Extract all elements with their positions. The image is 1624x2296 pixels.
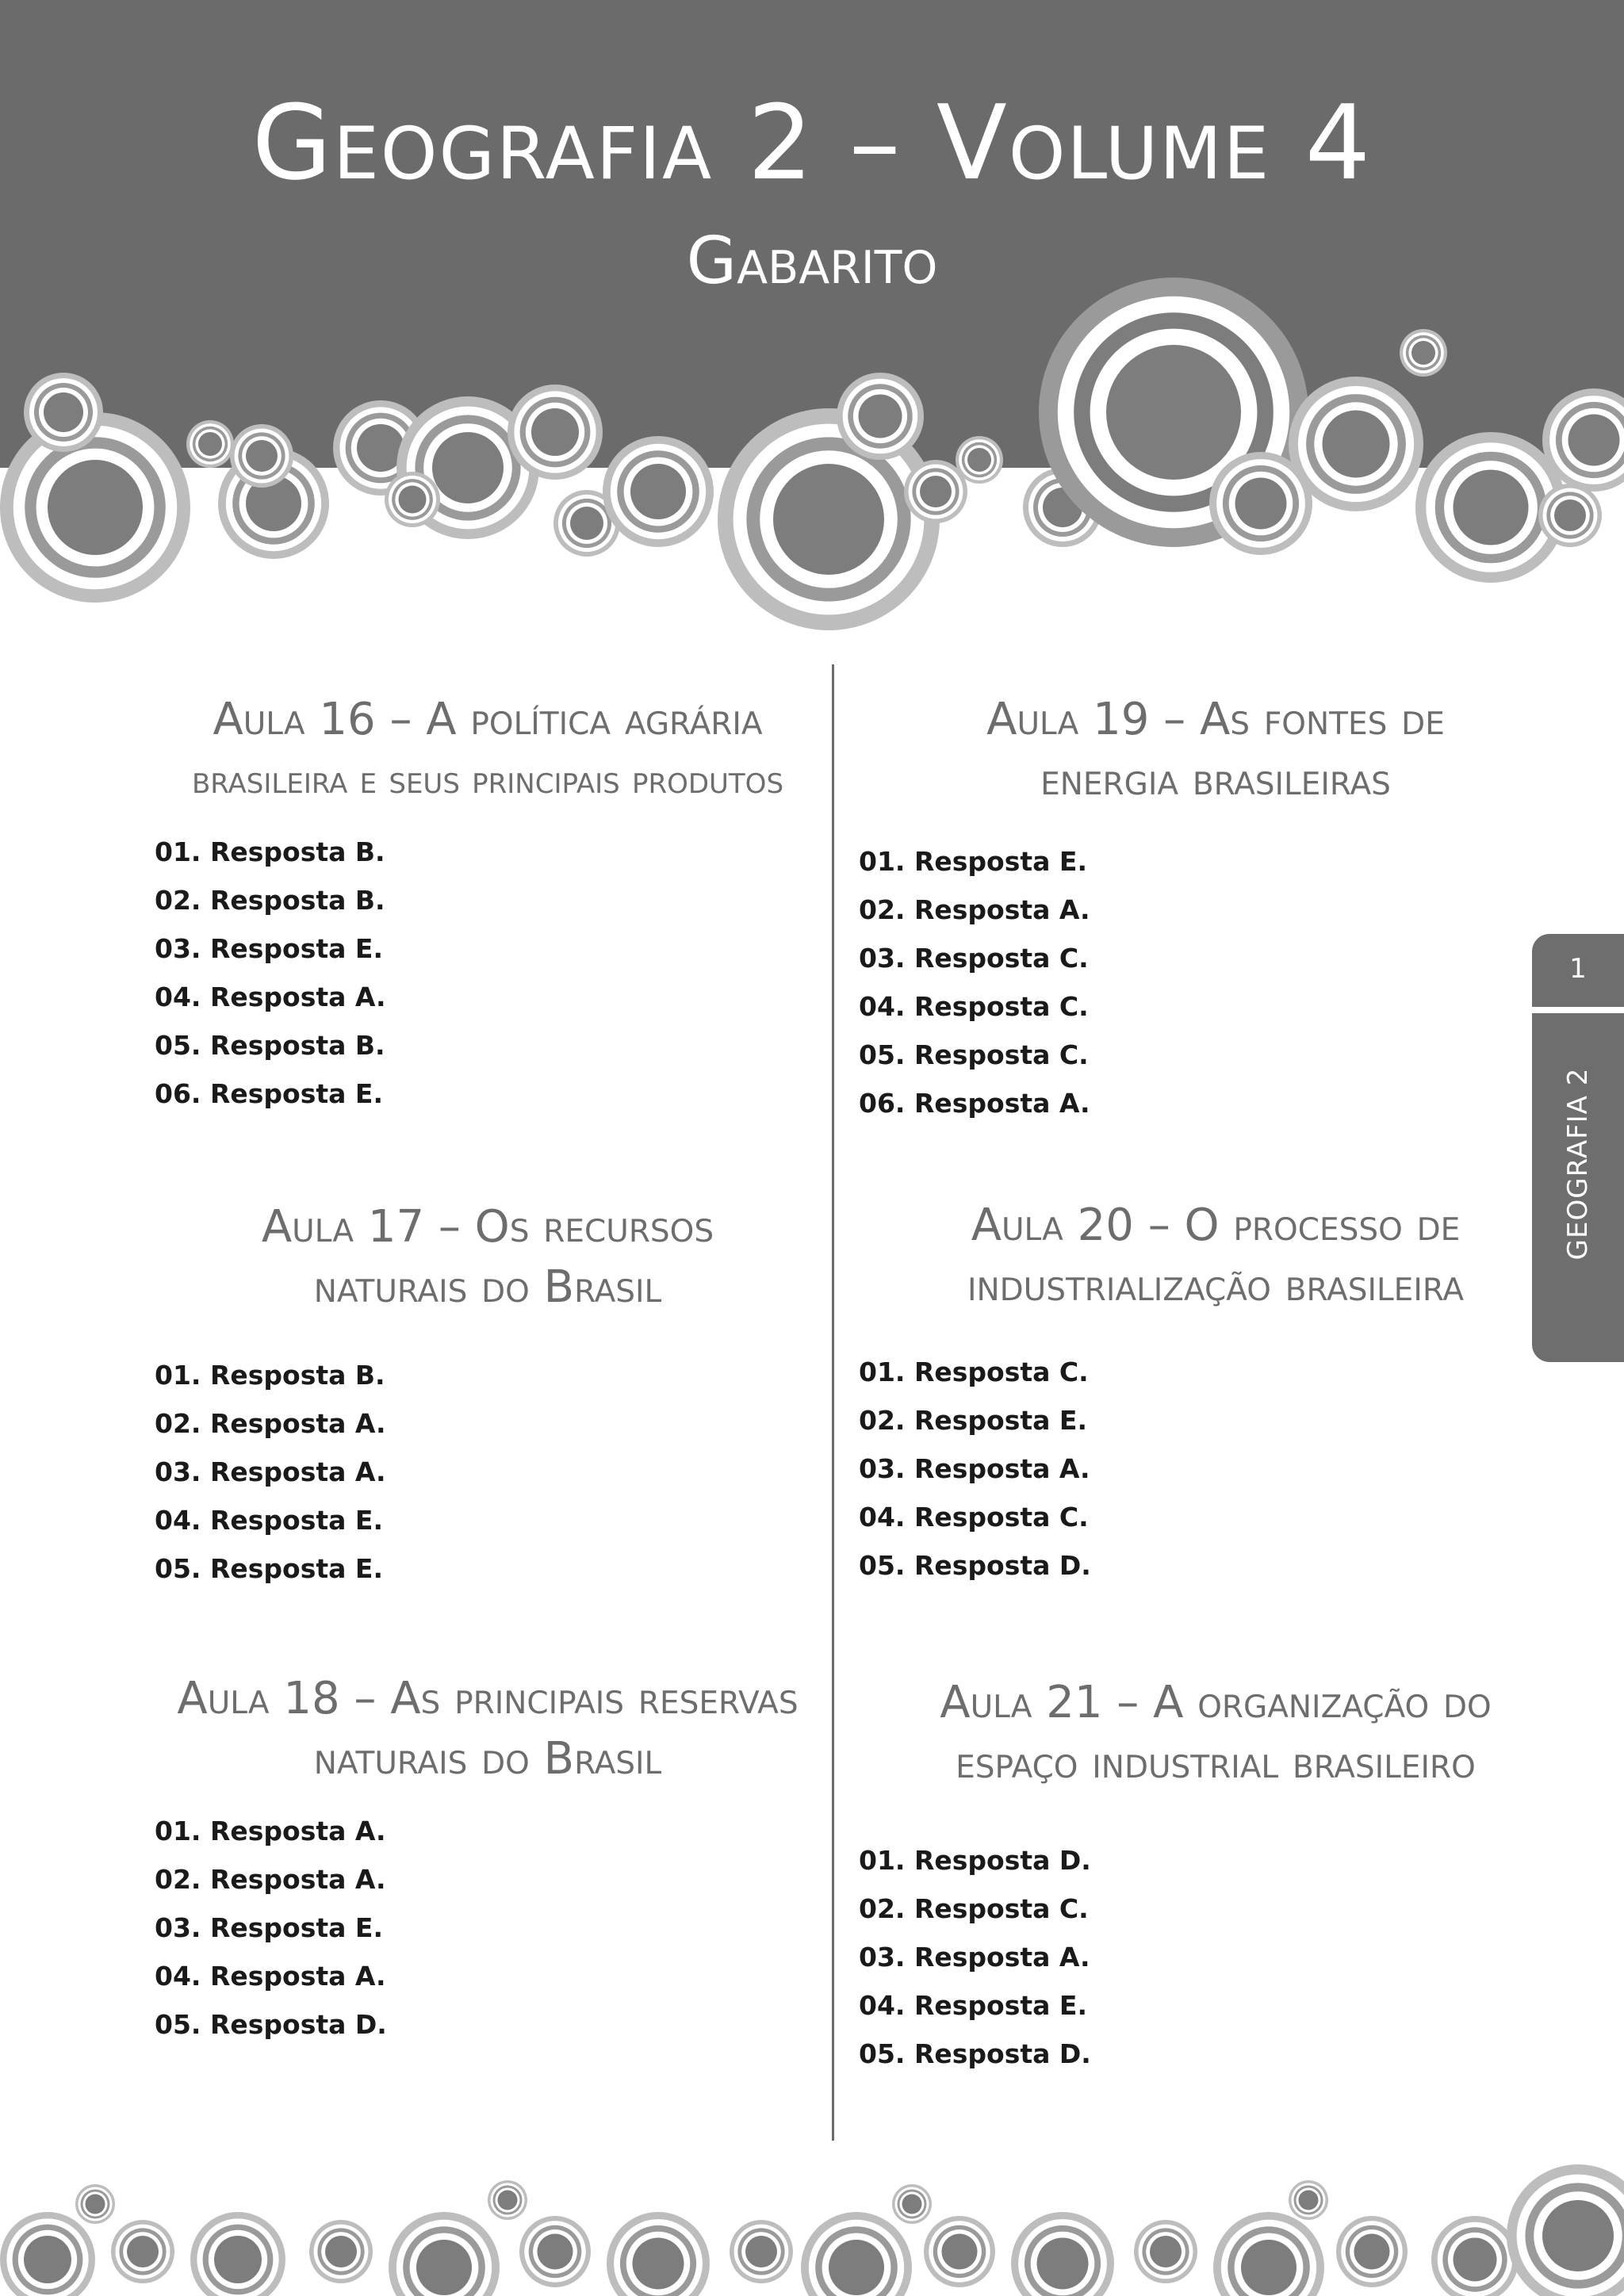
decorative-circle bbox=[198, 432, 222, 456]
answer-number: 02. bbox=[155, 1408, 201, 1439]
section-heading bbox=[859, 1196, 1572, 1316]
decorative-circle bbox=[942, 2234, 978, 2270]
answer-item bbox=[155, 1351, 821, 1399]
document-subtitle: Gabarito bbox=[686, 224, 938, 299]
answer-text: Resposta C. bbox=[914, 1893, 1089, 1924]
decorative-circle bbox=[902, 2195, 922, 2214]
decorative-circle bbox=[246, 440, 278, 472]
answer-text: Resposta E. bbox=[914, 846, 1087, 877]
answer-text: Resposta B. bbox=[210, 1030, 385, 1061]
decorative-circle bbox=[399, 486, 427, 514]
answer-text: Resposta C. bbox=[914, 1357, 1089, 1387]
decorative-circle bbox=[1454, 470, 1529, 545]
document-title: Geografia 2 – Volume 4 bbox=[251, 82, 1373, 203]
section-heading-line: industrialização brasileira bbox=[967, 1260, 1465, 1311]
decorative-circle bbox=[1454, 2238, 1497, 2282]
decorative-circle bbox=[920, 476, 952, 507]
answer-text: Resposta A. bbox=[210, 1456, 386, 1487]
answer-list bbox=[155, 1351, 821, 1593]
answer-number: 04. bbox=[859, 1502, 906, 1533]
answer-list bbox=[155, 1807, 821, 2049]
lesson-section bbox=[859, 1673, 1572, 2078]
decorative-circle bbox=[1150, 2236, 1182, 2267]
decorative-circle bbox=[416, 2240, 472, 2295]
column-divider bbox=[832, 664, 834, 2141]
decorative-circle bbox=[44, 392, 83, 432]
answer-number: 01. bbox=[155, 1816, 201, 1846]
answer-text: Resposta D. bbox=[210, 2009, 387, 2040]
answer-number: 04. bbox=[155, 982, 201, 1012]
decorative-circle bbox=[829, 2240, 884, 2295]
answer-text: Resposta A. bbox=[210, 1961, 386, 1992]
decorative-circle bbox=[630, 464, 686, 519]
section-heading bbox=[859, 690, 1572, 810]
answer-text: Resposta A. bbox=[914, 894, 1090, 925]
section-heading-line: naturais do Brasil bbox=[313, 1733, 662, 1785]
answer-number: 04. bbox=[155, 1961, 201, 1992]
answer-item bbox=[859, 1079, 1572, 1127]
decorative-circle bbox=[1554, 499, 1586, 531]
answer-item bbox=[859, 934, 1572, 982]
answer-number: 02. bbox=[859, 1893, 906, 1924]
answer-item bbox=[859, 1031, 1572, 1079]
decorative-circle bbox=[1106, 345, 1241, 480]
answer-number: 01. bbox=[859, 1845, 906, 1876]
section-heading-line: naturais do Brasil bbox=[313, 1261, 662, 1313]
answer-item bbox=[155, 2000, 821, 2049]
answer-item bbox=[859, 2030, 1572, 2078]
answer-number: 04. bbox=[155, 1505, 201, 1536]
answer-text: Resposta E. bbox=[210, 1553, 383, 1584]
answer-number: 06. bbox=[155, 1078, 201, 1109]
answer-item bbox=[155, 1855, 821, 1904]
decorative-circle bbox=[1299, 2191, 1319, 2210]
decorative-circle bbox=[859, 395, 902, 438]
answer-number: 03. bbox=[859, 1942, 906, 1973]
answer-text: Resposta E. bbox=[210, 1505, 383, 1536]
answer-text: Resposta E. bbox=[210, 933, 383, 964]
answer-item bbox=[859, 1981, 1572, 2030]
page-number: 1 bbox=[1569, 953, 1587, 985]
decorative-circle bbox=[325, 2236, 357, 2267]
decorative-circle bbox=[432, 432, 504, 503]
answer-item bbox=[155, 1807, 821, 1855]
answer-item bbox=[155, 1070, 821, 1118]
footer-banner bbox=[0, 2156, 1624, 2296]
answer-number: 05. bbox=[859, 1550, 906, 1581]
answer-number: 03. bbox=[155, 1456, 201, 1487]
section-heading-line: Aula 21 – A organização do bbox=[940, 1677, 1492, 1728]
decorative-circle bbox=[1037, 2238, 1089, 2290]
decorative-circle bbox=[1411, 341, 1435, 365]
decorative-circle bbox=[86, 2195, 105, 2214]
answer-item bbox=[155, 828, 821, 876]
answer-number: 01. bbox=[155, 836, 201, 867]
decorative-circle bbox=[570, 507, 603, 540]
chapter-side-tab bbox=[1532, 934, 1624, 1362]
answer-item bbox=[155, 1448, 821, 1496]
section-heading-line: espaço industrial brasileiro bbox=[956, 1737, 1476, 1789]
answer-text: Resposta A. bbox=[210, 1408, 386, 1439]
lesson-section bbox=[859, 1196, 1572, 1590]
answer-number: 03. bbox=[859, 1453, 906, 1484]
answer-item bbox=[859, 837, 1572, 886]
answer-item bbox=[155, 1952, 821, 2000]
answer-text: Resposta B. bbox=[210, 885, 385, 916]
answer-number: 04. bbox=[859, 991, 906, 1022]
answer-number: 05. bbox=[155, 1030, 201, 1061]
section-heading-line: Aula 17 – Os recursos bbox=[261, 1201, 714, 1253]
decorative-circle bbox=[633, 2238, 684, 2290]
answer-number: 05. bbox=[859, 2038, 906, 2069]
section-heading bbox=[155, 1669, 821, 1789]
decorative-circle bbox=[1354, 2234, 1390, 2270]
decorative-circle bbox=[24, 2236, 71, 2283]
lesson-section bbox=[155, 1669, 821, 2049]
answer-item bbox=[859, 1445, 1572, 1493]
lesson-section bbox=[155, 1197, 821, 1593]
decorative-circle bbox=[967, 448, 991, 472]
answer-item bbox=[859, 886, 1572, 934]
answer-number: 05. bbox=[859, 1039, 906, 1070]
decorative-circle bbox=[498, 2191, 518, 2210]
answer-item bbox=[155, 1544, 821, 1593]
answer-item bbox=[859, 982, 1572, 1031]
section-heading bbox=[859, 1673, 1572, 1793]
answer-item bbox=[859, 1836, 1572, 1885]
decorative-circle bbox=[1568, 415, 1620, 466]
answer-text: Resposta D. bbox=[914, 1550, 1091, 1581]
answer-text: Resposta B. bbox=[210, 836, 385, 867]
answer-text: Resposta E. bbox=[210, 1912, 383, 1943]
header-banner bbox=[0, 0, 1624, 634]
answer-text: Resposta E. bbox=[914, 1405, 1087, 1436]
lesson-section bbox=[155, 690, 821, 1118]
answer-list bbox=[859, 837, 1572, 1127]
answer-text: Resposta A. bbox=[210, 982, 386, 1012]
answer-item bbox=[155, 924, 821, 973]
decorative-circle bbox=[48, 460, 143, 555]
answer-number: 06. bbox=[859, 1088, 906, 1119]
answer-number: 03. bbox=[859, 943, 906, 974]
answer-item bbox=[859, 1396, 1572, 1445]
decorative-circle bbox=[1323, 411, 1390, 478]
decorative-circle bbox=[1542, 2200, 1614, 2271]
answer-list bbox=[859, 1348, 1572, 1590]
decorative-circle bbox=[1235, 478, 1287, 530]
answer-number: 02. bbox=[859, 894, 906, 925]
answer-number: 03. bbox=[155, 1912, 201, 1943]
answer-text: Resposta A. bbox=[210, 1816, 386, 1846]
answer-text: Resposta C. bbox=[914, 943, 1089, 974]
answer-text: Resposta A. bbox=[914, 1453, 1090, 1484]
decorative-circle bbox=[773, 464, 884, 575]
answer-item bbox=[155, 973, 821, 1021]
answer-number: 01. bbox=[859, 846, 906, 877]
answer-item bbox=[155, 1021, 821, 1070]
answer-number: 02. bbox=[155, 1864, 201, 1895]
answer-number: 04. bbox=[859, 1990, 906, 2021]
answer-number: 03. bbox=[155, 933, 201, 964]
answer-text: Resposta E. bbox=[914, 1990, 1087, 2021]
answer-text: Resposta D. bbox=[914, 2038, 1091, 2069]
answer-item bbox=[155, 1904, 821, 1952]
decorative-circle bbox=[531, 408, 579, 456]
answer-number: 01. bbox=[859, 1357, 906, 1387]
section-heading-line: Aula 16 – A política agrária bbox=[213, 694, 763, 745]
section-heading-line: Aula 20 – O processo de bbox=[971, 1200, 1461, 1251]
answer-item bbox=[859, 1885, 1572, 1933]
answer-text: Resposta C. bbox=[914, 991, 1089, 1022]
answer-item bbox=[859, 1541, 1572, 1590]
answer-text: Resposta A. bbox=[914, 1088, 1090, 1119]
answer-number: 05. bbox=[155, 1553, 201, 1584]
decorative-circle bbox=[127, 2236, 159, 2267]
section-heading-line: Aula 19 – As fontes de bbox=[986, 694, 1445, 745]
tab-subject-label: GEOGRAFIA 2 bbox=[1562, 1067, 1594, 1261]
answer-text: Resposta A. bbox=[914, 1942, 1090, 1973]
answer-item bbox=[859, 1348, 1572, 1396]
decorative-circle bbox=[745, 2236, 777, 2267]
answer-number: 02. bbox=[155, 885, 201, 916]
answer-item bbox=[155, 1496, 821, 1544]
answer-text: Resposta B. bbox=[210, 1360, 385, 1391]
answer-item bbox=[155, 876, 821, 924]
section-heading bbox=[155, 1197, 821, 1318]
answer-text: Resposta C. bbox=[914, 1039, 1089, 1070]
answer-list bbox=[859, 1836, 1572, 2078]
section-heading bbox=[155, 690, 821, 810]
decorative-circle bbox=[538, 2234, 573, 2270]
answer-item bbox=[155, 1399, 821, 1448]
footer-circle-decoration bbox=[0, 2156, 1624, 2296]
decorative-circle bbox=[214, 2236, 262, 2283]
decorative-circle bbox=[1241, 2240, 1297, 2295]
section-heading-line: brasileira e seus principais produtos bbox=[191, 758, 784, 802]
section-heading-line: energia brasileiras bbox=[1040, 754, 1391, 806]
lesson-section bbox=[859, 690, 1572, 1127]
answer-number: 05. bbox=[155, 2009, 201, 2040]
answer-text: Resposta D. bbox=[914, 1845, 1091, 1876]
answer-number: 02. bbox=[859, 1405, 906, 1436]
answer-item bbox=[859, 1493, 1572, 1541]
answer-text: Resposta E. bbox=[210, 1078, 383, 1109]
tab-divider bbox=[1532, 1007, 1624, 1013]
section-heading-line: Aula 18 – As principais reservas bbox=[177, 1673, 799, 1724]
answer-text: Resposta A. bbox=[210, 1864, 386, 1895]
answer-text: Resposta C. bbox=[914, 1502, 1089, 1533]
answer-number: 01. bbox=[155, 1360, 201, 1391]
answer-item bbox=[859, 1933, 1572, 1981]
answer-list bbox=[155, 828, 821, 1118]
